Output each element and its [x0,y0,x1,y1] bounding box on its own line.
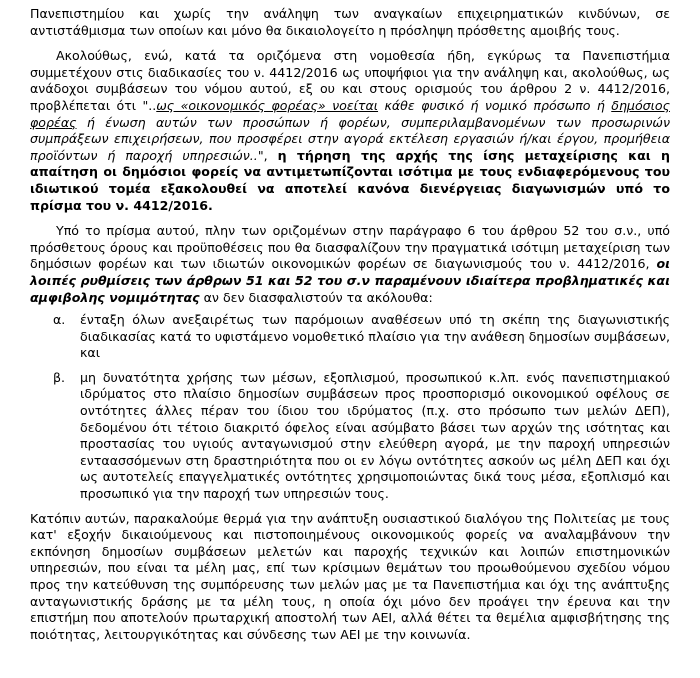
list-marker: α. [53,312,66,328]
p3-bold-italic: οι λοιπές ρυθμίσεις των άρθρων 51 και 52 του σ.ν παραμένουν ιδιαίτερα προβληματικές και αμφιβολης νομιμότητας [30,256,670,305]
list-item-text: μη δυνατότητα χρήσης των μέσων, εξοπλισμού, προσωπικού κ.λπ. ενός πανεπιστημιακού ιδρύματος στο πλαίσιο δημοσίων συμβάσεων προς προσπορισμό οικονομικού οφέλους σε οντότητες άλλες πέραν του ίδιου του ιδρύματος (π.χ. στο πρόσωπο των μελών ΔΕΠ), δεδομένου ότι τέτοιο διακριτό όφελος είναι ασύμβατο βάσει των αρχών της ισότητας και προστασίας του υγιούς ανταγωνισμού στην ελεύθερη αγορά, με την παροχή υπηρεσιών ενταασσόμενων στη δραστηριότητα που οι εν λόγω οντότητες ασκούν ως μέλη ΔΕΠ και όχι ως αυτοτελείς επαγγελματικές οντότητες χρησιμοποιώντας δικά τους μέσα, εξοπλισμό και προσωπικό για την παροχή των υπηρεσιών τους. [80,369,670,502]
p3-text-a: Υπό το πρίσμα αυτού, πλην των οριζομένων στην παράγραφο 6 του άρθρου 52 του σ.ν., υπό πρόσθετους όρους και προϋποθέσεις που θα διασφαλίζουν την πραγματικά ισότιμη μεταχείριση των δημόσιων φορέων και των ιδιωτών οικονομικών φορέων σε διαγωνισμούς του ν. 4412/2016, [30,223,670,272]
p2-bold-conclusion: η τήρηση της αρχής της ίσης μεταχείρισης και η απαίτηση οι δημόσιοι φορείς να αντιμετωπίζονται ισότιμα με τους ενδιαφερόμενους του ιδιωτικού τομέα εξακολουθεί να αποτελεί κανόνα διενέργειας διαγωνισμών υπό το πρίσμα του ν. 4412/2016. [30,147,670,213]
list-item [53,312,670,362]
conditions-list [30,312,670,503]
p2-definition-rest: ή ένωση αυτών των προσώπων ή φορέων, συμπεριλαμβανομένων των προσωρινών συμπράξεων επιχειρήσεων, που προσφέρει στην αγορά εκτέλεση εργασιών ή/και έργου, προμήθεια προϊόντων ή παροχή υπηρεσιών.. [30,114,670,163]
paragraph-3 [30,223,670,306]
paragraph-4: Κατόπιν αυτών, παρακαλούμε θερμά για την ανάπτυξη ουσιαστικού διαλόγου της Πολιτείας με τους κατ' εξοχήν δικαιούμενους και πιστοποιημένους οικονομικούς φορείς να αναλαμβάνουν την εκπόνηση δημοσίων συμβάσεων μελετών και παροχής τεχνικών και λοιπών επιστημονικών υπηρεσιών, που είναι τα μέλη μας, επί των κρίσιμων θεμάτων του προωθούμενου σχεδίου νόμου προς την κατεύθυνση της συμπόρευσης των μελών μας με τα Πανεπιστήμια και όχι της ανάπτυξης ανταγωνιστικής δράσης με τα μέλη τους, η οποία όχι μόνο δεν προάγει την έρευνα και την επιστήμη που αποτελούν πρωταρχική αποστολή των ΑΕΙ, αλλά θέτει τα θεμέλια αμφισβήτησης της ποιότητας, λειτουργικότητας και σύνδεσης των ΑΕΙ με την κοινωνία. [30,510,670,642]
paragraph-1: Πανεπιστημίου και χωρίς την ανάληψη των αναγκαίων επιχειρηματικών κινδύνων, σε αντιστάθμισμα των οποίων και μόνο θα δικαιολογείτο η πρόσληψη πρόσθετης αμοιβής τους. [30,6,670,38]
list-item [53,370,670,503]
p3-text-c: αν δεν διασφαλιστούν τα ακόλουθα: [199,289,433,305]
paragraph-2 [30,48,670,214]
list-marker: β. [53,369,66,385]
list-item-text: ένταξη όλων ανεξαιρέτως των παρόμοιων αναθέσεων υπό τη σκέπη της διαγωνιστικής διαδικασίας κατά το υφιστάμενο νομοθετικό πλαίσιο για την ανάθεση δημοσίων συμβάσεων, και [80,312,670,361]
p2-public-body-underlined: δημόσιος φορέας [30,97,670,130]
p2-quote-close: ", [257,147,278,163]
p2-text-a: Ακολούθως, ενώ, κατά τα οριζόμενα στη νομοθεσία ήδη, εγκύρως τα Πανεπιστήμια συμμετέχουν στις διαδικασίες του ν. 4412/2016 ως υποψήφιοι για την ανάληψη και, ακολούθως, ως ανάδοχοι συμβάσεων του νόμου αυτού, εξ ου και στους ορισμούς του άρθρου 2 ν. 4412/2016, προβλέπεται ότι ".. [30,48,670,113]
p2-definition-text: κάθε φυσικό ή νομικό πρόσωπο ή [378,97,612,113]
p2-definition-underlined: ως «οικονομικός φορέας» νοείται [156,97,379,113]
